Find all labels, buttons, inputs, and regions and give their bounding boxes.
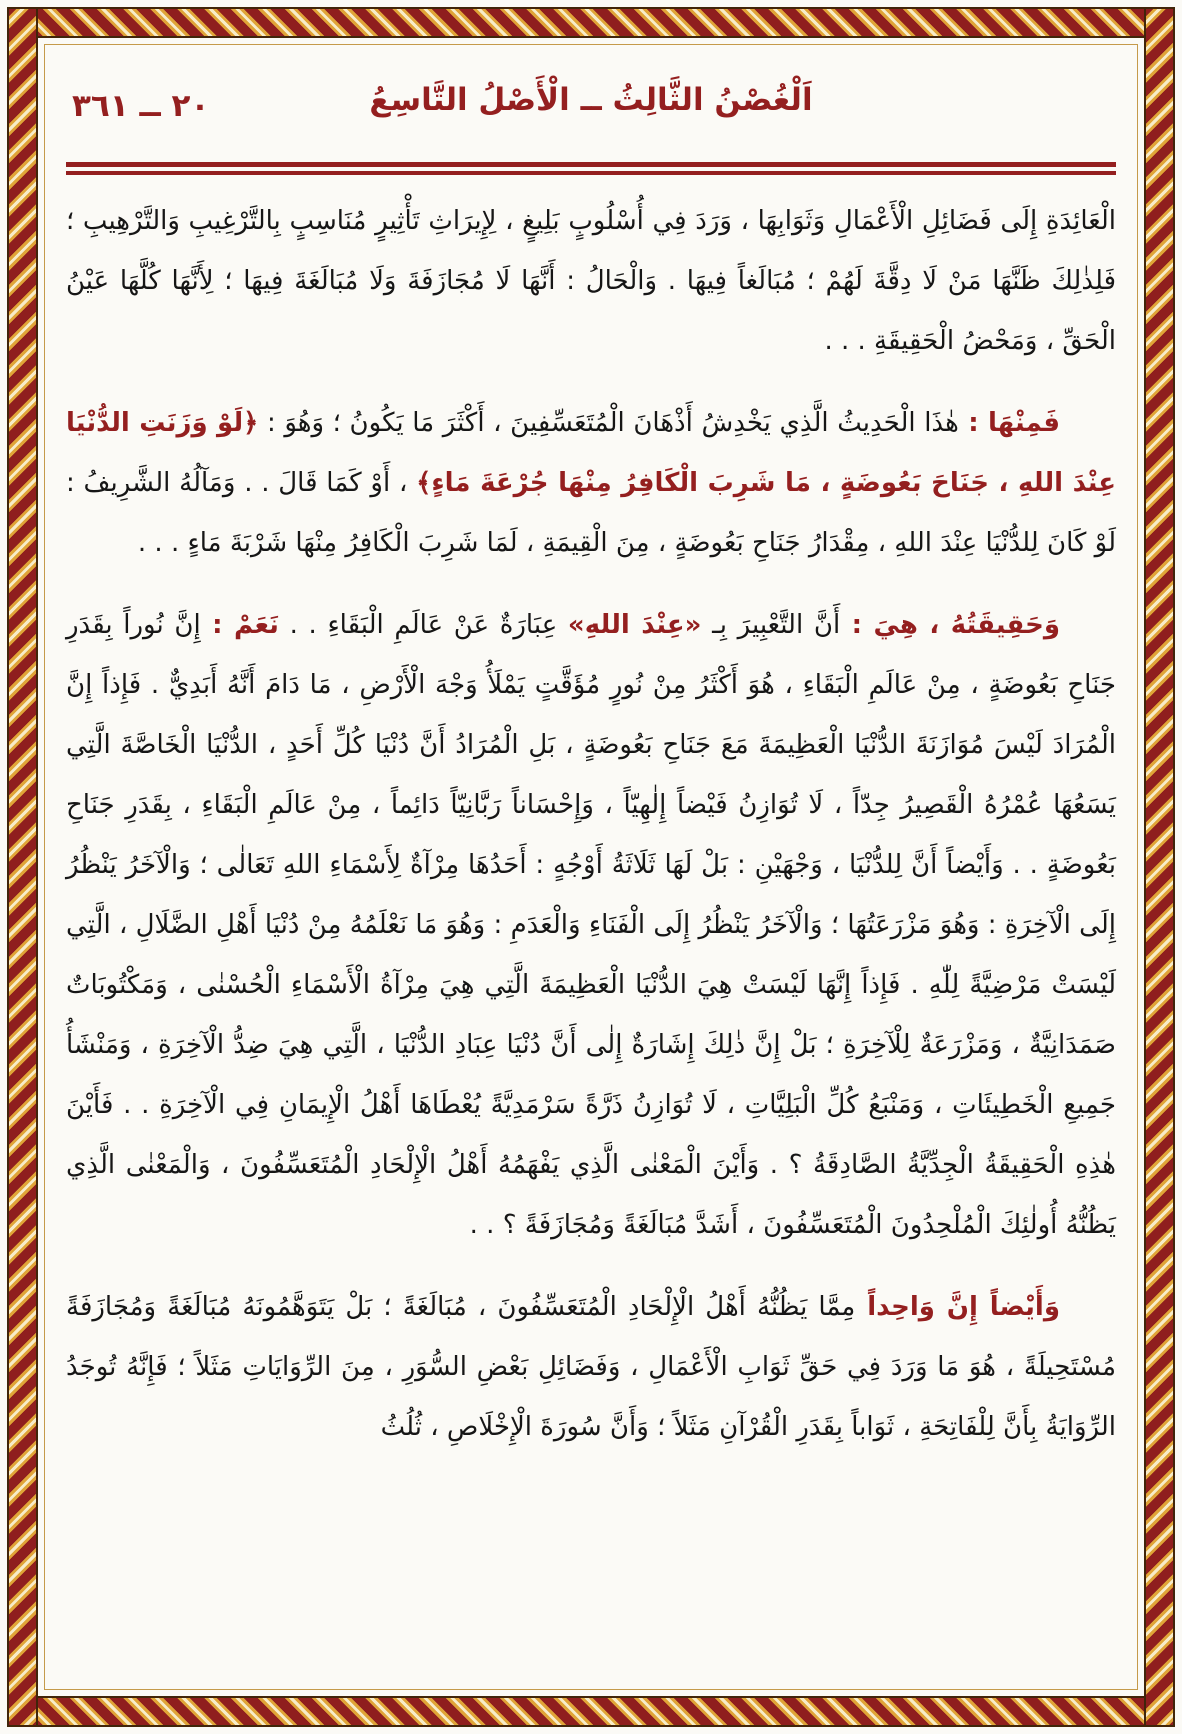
emphasis-text: وَحَقِيقَتُهُ ، هِيَ : — [840, 610, 1061, 640]
ornamental-border-bottom — [7, 1696, 1175, 1727]
paragraph — [66, 1277, 1116, 1457]
body-text-segment: عِبَارَةٌ عَنْ عَالَمِ الْبَقَاءِ . . — [278, 610, 568, 640]
emphasis-text: وَأَيْضاً إِنَّ وَاحِداً — [855, 1292, 1061, 1322]
ornamental-border-right — [1144, 7, 1175, 1727]
ornamental-border-top — [7, 7, 1175, 38]
body-text — [66, 191, 1116, 1457]
page-header — [66, 58, 1116, 154]
paragraph — [66, 393, 1116, 573]
body-text-segment: مِمَّا يَظُنُّهُ أَهْلُ الْإِلْحَادِ الْمُتَعَسِّفُونَ ، مُبَالَغَةً ؛ بَلْ يَتَوَهَّمُونَهُ مُبَالَغَةً وَمُجَازَفَةً مُسْتَحِيلَةً ، هُوَ مَا وَرَدَ فِي حَقِّ ثَوَابِ الْأَعْمَالِ ، وَفَضَائِلِ بَعْضِ السُّوَرِ ، مِنَ الرِّوَايَاتِ مَثَلاً ؛ فَإِنَّهُ تُوجَدُ الرِّوَايَةُ بِأَنَّ لِلْفَاتِحَةِ ، ثَوَاباً بِقَدَرِ الْقُرْآنِ مَثَلاً ؛ وَأَنَّ سُورَةَ الْإِخْلَاصِ ، ثُلُثُ — [66, 1292, 1116, 1442]
body-text-segment: أَنَّ التَّعْبِيرَ بِـ — [701, 610, 841, 640]
emphasis-text: «عِنْدَ اللهِ» — [567, 610, 702, 640]
body-text-segment: ، أَوْ كَمَا قَالَ . . وَمَآلُهُ الشَّرِيفُ : لَوْ كَانَ لِلدُّنْيَا عِنْدَ اللهِ ، مِقْدَارُ جَنَاحِ بَعُوضَةٍ ، مِنَ الْقِيمَةِ ، لَمَا شَرِبَ الْكَافِرُ مِنْهَا شَرْبَةَ مَاءٍ . . . — [66, 468, 1116, 558]
emphasis-text: نَعَمْ : — [200, 610, 279, 640]
emphasis-text: ﴿لَوْ وَزَنَتِ الدُّنْيَا عِنْدَ اللهِ ، جَنَاحَ بَعُوضَةٍ ، مَا شَرِبَ الْكَافِرُ مِنْهَا جُرْعَةَ مَاءٍ﴾ — [66, 408, 1116, 498]
emphasis-text: فَمِنْهَا : — [958, 408, 1060, 438]
body-text-segment: إِنَّ نُوراً بِقَدَرِ جَنَاحِ بَعُوضَةٍ ، مِنْ عَالَمِ الْبَقَاءِ ، هُوَ أَكْثَرُ مِنْ نُورٍ مُؤَقَّتٍ يَمْلَأُ وَجْهَ الْأَرْضِ ، مَا دَامَ أَنَّهُ أَبَدِيٌّ . فَإِذاً إِنَّ الْمُرَادَ لَيْسَ مُوَازَنَةَ الدُّنْيَا الْعَظِيمَةَ مَعَ جَنَاحِ بَعُوضَةٍ ، بَلِ الْمُرَادُ أَنَّ دُنْيَا كُلِّ أَحَدٍ ، الدُّنْيَا الْخَاصَّةَ الَّتِي يَسَعُهَا عُمْرُهُ الْقَصِيرُ جِدّاً ، لَا تُوَازِنُ فَيْضاً إِلٰهِيّاً ، وَإِحْسَاناً رَبَّانِيّاً دَائِماً ، مِنْ عَالَمِ الْبَقَاءِ ، بِقَدَرِ جَنَاحِ بَعُوضَةٍ . . وَأَيْضاً أَنَّ لِلدُّنْيَا ، وَجْهَيْنِ : بَلْ لَهَا ثَلَاثَةُ أَوْجُهٍ : أَحَدُهَا مِرْآةٌ لِأَسْمَاءِ اللهِ تَعَالٰى ؛ وَالْآخَرُ يَنْظُرُ إِلَى الْآخِرَةِ : وَهُوَ مَزْرَعَتُهَا ؛ وَالْآخَرُ يَنْظُرُ إِلَى الْفَنَاءِ وَالْعَدَمِ : وَهُوَ مَا نَعْلَمُهُ مِنْ دُنْيَا أَهْلِ الضَّلَالِ ، الَّتِي لَيْسَتْ مَرْضِيَّةً لِلّٰهِ . فَإِذاً إِنَّهَا لَيْسَتْ هِيَ الدُّنْيَا الْعَظِيمَةَ الَّتِي هِيَ مِرْآةُ الْأَسْمَاءِ الْحُسْنٰى ، وَمَكْتُوبَاتٌ صَمَدَانِيَّةٌ ، وَمَزْرَعَةٌ لِلْآخِرَةِ ؛ بَلْ إِنَّ ذٰلِكَ إِشَارَةٌ إِلٰى أَنَّ دُنْيَا عِبَادِ الدُّنْيَا ، الَّتِي هِيَ ضِدُّ الْآخِرَةِ ، وَمَنْشَأُ جَمِيعِ الْخَطِيئَاتِ ، وَمَنْبَعُ كُلِّ الْبَلِيَّاتِ ، لَا تُوَازِنُ ذَرَّةً سَرْمَدِيَّةً يُعْطَاهَا أَهْلُ الْإِيمَانِ فِي الْآخِرَةِ . . فَأَيْنَ هٰذِهِ الْحَقِيقَةُ الْجِدِّيَّةُ الصَّادِقَةُ ؟ . وَأَيْنَ الْمَعْنٰى الَّذِي يَفْهَمُهُ أَهْلُ الْإِلْحَادِ الْمُتَعَسِّفُونَ ، وَالْمَعْنٰى الَّذِي يَظُنُّهُ أُولٰئِكَ الْمُلْحِدُونَ الْمُتَعَسِّفُونَ ، أَشَدَّ مُبَالَغَةً وَمُجَازَفَةً ؟ . . — [66, 610, 1116, 1240]
paragraph — [66, 191, 1116, 371]
page-number: ٢٠ ــ ٣٦١ — [72, 88, 210, 124]
body-text-segment: الْعَائِدَةِ إِلَى فَضَائِلِ الْأَعْمَالِ وَثَوَابِهَا ، وَرَدَ فِي أُسْلُوبٍ بَلِيغٍ ، لِإِيرَاثِ تَأْثِيرٍ مُنَاسِبٍ بِالتَّرْغِيبِ وَالتَّرْهِيبِ ؛ فَلِذٰلِكَ ظَنَّهَا مَنْ لَا دِقَّةَ لَهُمْ ؛ مُبَالَغاً فِيهَا . وَالْحَالُ : أَنَّهَا لَا مُجَازَفَةَ وَلَا مُبَالَغَةَ فِيهَا ؛ لِأَنَّهَا كُلَّهَا عَيْنُ الْحَقِّ ، وَمَحْضُ الْحَقِيقَةِ . . . — [66, 206, 1116, 356]
paragraph — [66, 595, 1116, 1255]
header-divider — [66, 162, 1116, 175]
ornamental-border-left — [7, 7, 38, 1727]
body-text-segment: هٰذَا الْحَدِيثُ الَّذِي يَخْدِشُ أَذْهَانَ الْمُتَعَسِّفِينَ ، أَكْثَرَ مَا يَكُونُ ؛ وَهُوَ : — [258, 408, 959, 438]
page-title: اَلْغُصْنُ الثَّالِثُ ــ الْأَصْلُ التَّاسِعُ — [369, 82, 813, 118]
page-content — [66, 58, 1116, 1682]
